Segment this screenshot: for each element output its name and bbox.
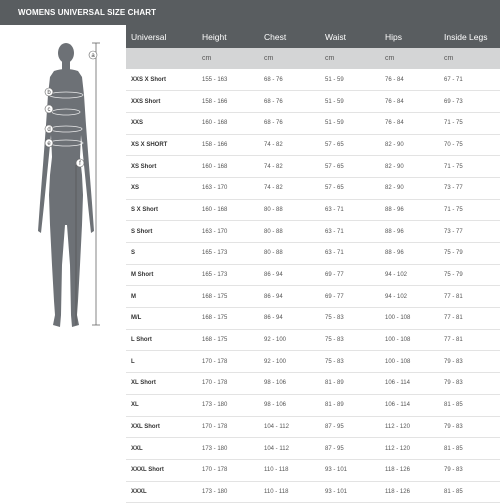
height-cell: 170 - 178 [197,416,259,438]
chest-cell: 98 - 106 [259,394,320,416]
column-header-waist: Waist [320,25,380,48]
hips-cell: 82 - 90 [380,177,439,199]
size-cell: XXXL [126,481,197,503]
waist-cell: 63 - 71 [320,221,380,243]
table-row [126,112,500,134]
inside-legs-cell: 71 - 75 [439,112,500,134]
height-cell: 165 - 173 [197,243,259,265]
size-cell: L Short [126,329,197,351]
table-row [126,394,500,416]
table-row [126,199,500,221]
height-cell: 173 - 180 [197,438,259,460]
unit-cell [126,48,197,69]
table-row [126,69,500,91]
measurement-label-e [45,139,53,147]
chest-cell: 80 - 88 [259,221,320,243]
inside-legs-cell: 81 - 85 [439,438,500,460]
inside-legs-cell: 70 - 75 [439,134,500,156]
table-body [126,69,500,503]
hips-cell: 82 - 90 [380,134,439,156]
hips-cell: 94 - 102 [380,286,439,308]
hips-cell: 100 - 108 [380,351,439,373]
chest-cell: 98 - 106 [259,373,320,395]
hips-cell: 76 - 84 [380,91,439,113]
table-row [126,264,500,286]
female-silhouette [38,43,94,327]
table-row [126,177,500,199]
table-row [126,351,500,373]
height-cell: 170 - 178 [197,373,259,395]
measurement-label-d [45,125,53,133]
inside-legs-cell: 75 - 79 [439,264,500,286]
waist-cell: 93 - 101 [320,481,380,503]
table-row [126,286,500,308]
size-cell: XS [126,177,197,199]
chest-cell: 110 - 118 [259,481,320,503]
size-cell: XXL [126,438,197,460]
inside-legs-cell: 71 - 75 [439,199,500,221]
waist-cell: 81 - 89 [320,373,380,395]
svg-text:c: c [47,107,51,114]
hips-cell: 82 - 90 [380,156,439,178]
inside-legs-cell: 75 - 79 [439,243,500,265]
height-cell: 163 - 170 [197,177,259,199]
waist-cell: 69 - 77 [320,264,380,286]
size-cell: XL [126,394,197,416]
chest-cell: 104 - 112 [259,438,320,460]
size-chart-table-container [126,25,500,503]
table-unit-row [126,48,500,69]
table-header-row [126,25,500,48]
chest-cell: 86 - 94 [259,308,320,330]
measurement-label-c [45,105,53,113]
table-row [126,243,500,265]
table-row [126,134,500,156]
chest-cell: 74 - 82 [259,156,320,178]
size-cell: M/L [126,308,197,330]
waist-cell: 57 - 65 [320,134,380,156]
waist-cell: 57 - 65 [320,177,380,199]
chest-cell: 80 - 88 [259,199,320,221]
column-header-universal: Universal [126,25,197,48]
column-header-chest: Chest [259,25,320,48]
height-cell: 163 - 170 [197,221,259,243]
table-row [126,459,500,481]
size-cell: L [126,351,197,373]
waist-cell: 51 - 59 [320,69,380,91]
hips-cell: 100 - 108 [380,308,439,330]
inside-legs-cell: 79 - 83 [439,416,500,438]
size-cell: S Short [126,221,197,243]
table-row [126,156,500,178]
hips-cell: 106 - 114 [380,373,439,395]
inside-legs-cell: 67 - 71 [439,69,500,91]
hips-cell: 118 - 126 [380,481,439,503]
table-row [126,91,500,113]
chest-cell: 68 - 76 [259,112,320,134]
table-row [126,221,500,243]
height-cell: 173 - 180 [197,394,259,416]
chest-cell: 92 - 100 [259,329,320,351]
waist-cell: 63 - 71 [320,199,380,221]
height-cell: 170 - 178 [197,459,259,481]
size-cell: XS X SHORT [126,134,197,156]
waist-cell: 93 - 101 [320,459,380,481]
size-cell: XXL Short [126,416,197,438]
column-header-hips: Hips [380,25,439,48]
hips-cell: 118 - 126 [380,459,439,481]
waist-cell: 51 - 59 [320,91,380,113]
measurement-label-a [89,51,97,59]
chest-cell: 80 - 88 [259,243,320,265]
size-cell: XXS Short [126,91,197,113]
chest-cell: 92 - 100 [259,351,320,373]
hips-cell: 100 - 108 [380,329,439,351]
table-row [126,308,500,330]
size-cell: M Short [126,264,197,286]
height-cell: 160 - 168 [197,156,259,178]
height-cell: 168 - 175 [197,286,259,308]
waist-cell: 81 - 89 [320,394,380,416]
height-cell: 170 - 178 [197,351,259,373]
waist-cell: 87 - 95 [320,416,380,438]
waist-cell: 87 - 95 [320,438,380,460]
chest-cell: 110 - 118 [259,459,320,481]
svg-text:a: a [91,53,95,60]
size-cell: XXS [126,112,197,134]
unit-cell: cm [197,48,259,69]
inside-legs-cell: 77 - 81 [439,286,500,308]
inside-legs-cell: 73 - 77 [439,221,500,243]
height-cell: 158 - 166 [197,134,259,156]
svg-text:d: d [47,127,51,134]
height-cell: 158 - 166 [197,91,259,113]
inside-legs-cell: 79 - 83 [439,351,500,373]
height-indicator [92,43,100,325]
waist-cell: 75 - 83 [320,351,380,373]
height-cell: 168 - 175 [197,329,259,351]
hips-cell: 88 - 96 [380,243,439,265]
table-row [126,416,500,438]
hips-cell: 112 - 120 [380,438,439,460]
size-cell: M [126,286,197,308]
hips-cell: 76 - 84 [380,69,439,91]
page-title: WOMENS UNIVERSAL SIZE CHART [0,0,500,25]
table-row [126,373,500,395]
height-cell: 168 - 175 [197,308,259,330]
hips-cell: 76 - 84 [380,112,439,134]
chest-cell: 68 - 76 [259,69,320,91]
chest-cell: 74 - 82 [259,177,320,199]
size-cell: XXXL Short [126,459,197,481]
inside-legs-cell: 77 - 81 [439,329,500,351]
size-cell: S X Short [126,199,197,221]
unit-cell: cm [439,48,500,69]
column-header-height: Height [197,25,259,48]
hips-cell: 112 - 120 [380,416,439,438]
svg-text:b: b [47,90,51,97]
chest-cell: 104 - 112 [259,416,320,438]
unit-cell: cm [380,48,439,69]
size-cell: S [126,243,197,265]
measurement-label-b [45,88,53,96]
height-cell: 155 - 163 [197,69,259,91]
chest-cell: 86 - 94 [259,286,320,308]
inside-legs-cell: 71 - 75 [439,156,500,178]
inside-legs-cell: 79 - 83 [439,373,500,395]
waist-cell: 51 - 59 [320,112,380,134]
inside-legs-cell: 81 - 85 [439,394,500,416]
table-row [126,481,500,503]
svg-text:f: f [79,161,81,168]
hips-cell: 88 - 96 [380,199,439,221]
table-row [126,329,500,351]
size-chart-table [126,25,500,503]
waist-cell: 57 - 65 [320,156,380,178]
height-cell: 173 - 180 [197,481,259,503]
table-row [126,438,500,460]
inside-legs-cell: 81 - 85 [439,481,500,503]
hips-cell: 88 - 96 [380,221,439,243]
hips-cell: 94 - 102 [380,264,439,286]
inside-legs-cell: 79 - 83 [439,459,500,481]
inside-legs-cell: 69 - 73 [439,91,500,113]
column-header-inside-legs: Inside Legs [439,25,500,48]
height-cell: 165 - 173 [197,264,259,286]
size-cell: XL Short [126,373,197,395]
measurement-label-f [76,159,84,167]
height-cell: 160 - 168 [197,199,259,221]
chest-cell: 68 - 76 [259,91,320,113]
inside-legs-cell: 77 - 81 [439,308,500,330]
size-cell: XXS X Short [126,69,197,91]
chest-cell: 86 - 94 [259,264,320,286]
height-cell: 160 - 168 [197,112,259,134]
waist-cell: 69 - 77 [320,286,380,308]
female-silhouette-diagram [0,25,126,500]
body-measurement-figure [0,25,126,500]
svg-text:e: e [47,141,51,148]
waist-cell: 75 - 83 [320,308,380,330]
hips-cell: 106 - 114 [380,394,439,416]
unit-cell: cm [320,48,380,69]
waist-cell: 75 - 83 [320,329,380,351]
size-cell: XS Short [126,156,197,178]
waist-cell: 63 - 71 [320,243,380,265]
inside-legs-cell: 73 - 77 [439,177,500,199]
unit-cell: cm [259,48,320,69]
chest-cell: 74 - 82 [259,134,320,156]
